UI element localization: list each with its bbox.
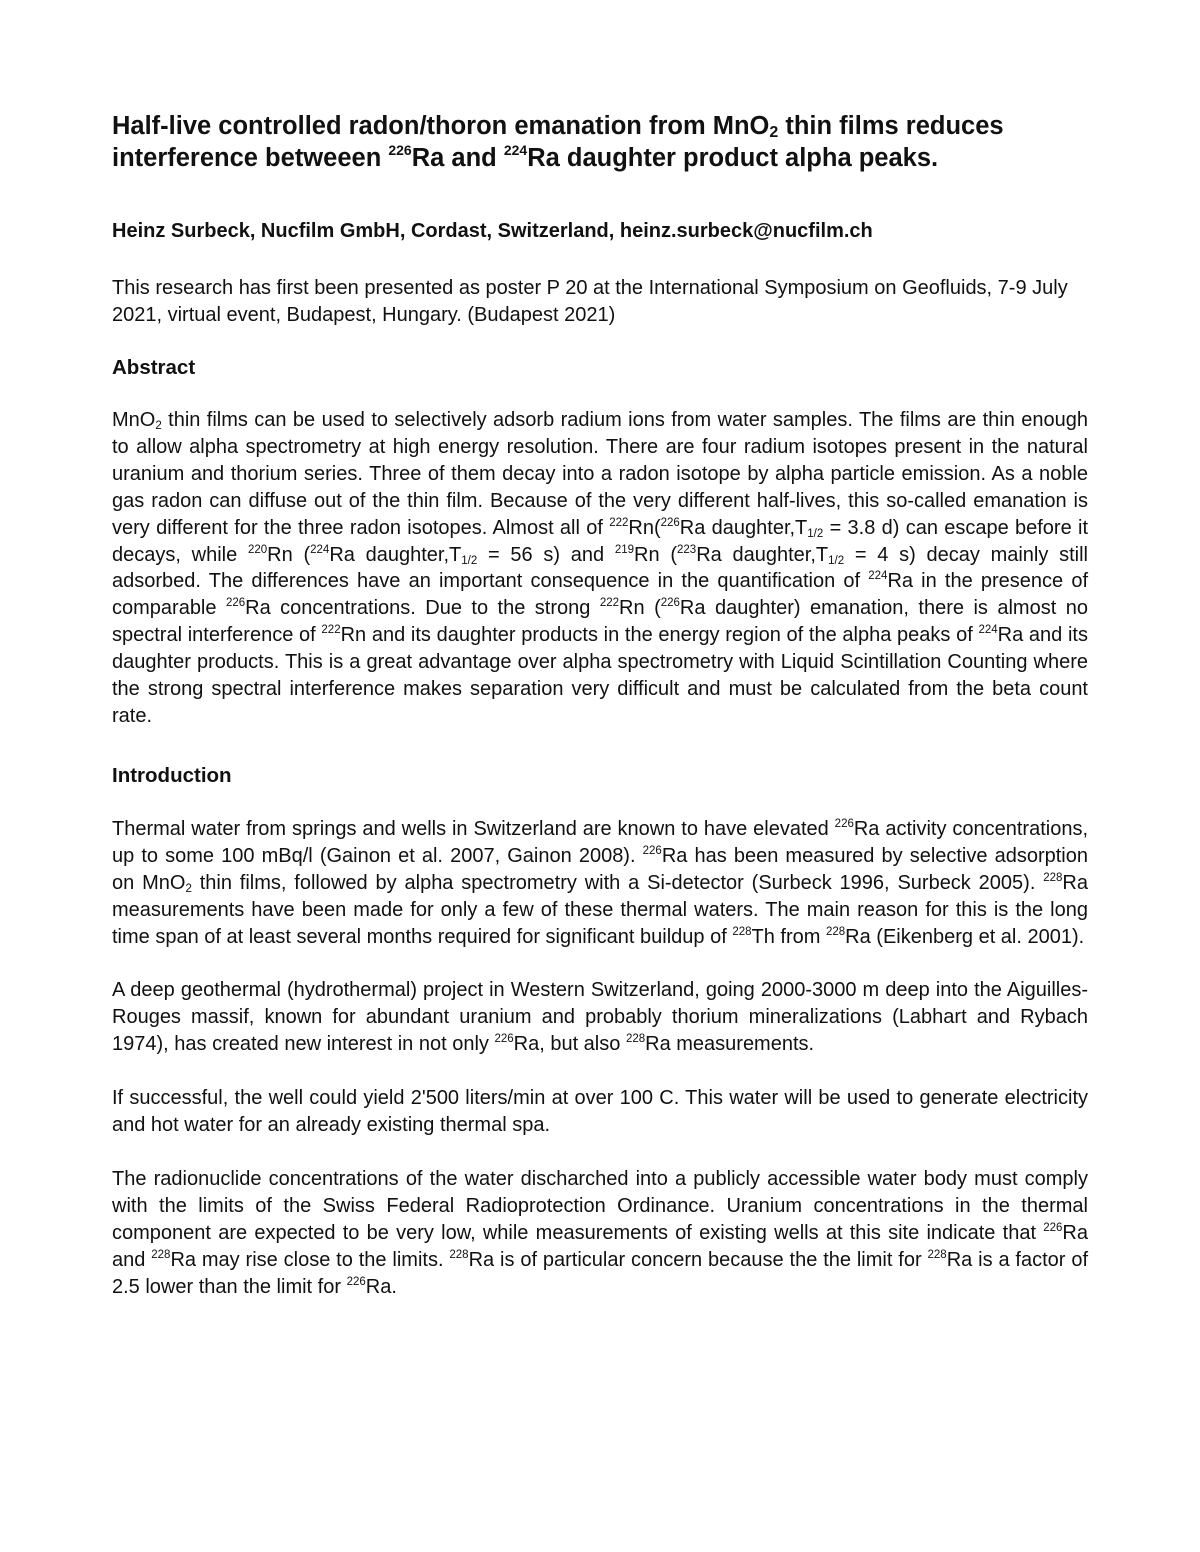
text-run: Ra is of particular concern because the the limit for bbox=[468, 1248, 928, 1271]
title-text: thin films reduces interference betweeen bbox=[112, 112, 1004, 172]
introduction-paragraph-1 bbox=[112, 816, 1088, 951]
superscript: 222 bbox=[609, 516, 629, 529]
text-run: Ra, but also bbox=[513, 1033, 626, 1056]
superscript: 228 bbox=[732, 925, 752, 938]
text-run: Ra has been measured by selective adsorption on MnO bbox=[112, 844, 1089, 894]
author-line: Heinz Surbeck, Nucfilm GmbH, Cordast, Switzerland, heinz.surbeck@nucfilm.ch bbox=[112, 220, 873, 242]
text-run: Ra measurements. bbox=[645, 1033, 815, 1056]
text-run: Ra and its daughter products. This is a great advantage over alpha spectrometry with Liquid Scintillation Counting where the strong spectral interference makes separation very difficult and must be calculated from the beta count rate. bbox=[112, 624, 1088, 727]
title-text: Ra daughter product alpha peaks. bbox=[527, 144, 939, 172]
subscript: 1/2 bbox=[461, 554, 478, 567]
superscript: 224 bbox=[868, 570, 888, 583]
superscript: 224 bbox=[978, 624, 998, 637]
introduction-paragraph-3: If successful, the well could yield 2'500 liters/min at over 100 C. This water will be used to generate electricity and hot water for an already existing thermal spa. bbox=[112, 1087, 1088, 1137]
title-text: Ra and bbox=[411, 144, 504, 172]
text-run: Thermal water from springs and wells in Switzerland are known to have elevated bbox=[112, 817, 835, 840]
superscript: 226 bbox=[642, 844, 662, 857]
subscript: 1/2 bbox=[807, 527, 824, 540]
superscript: 220 bbox=[247, 543, 268, 556]
text-run: thin films can be used to selectively adsorb radium ions from water samples. The films are thin enough to allow alpha spectrometry at high energy resolution. There are four radium isotopes present in the natural uranium and thorium series. Three of them decay into a radon isotope by alpha particle emission. As a noble gas radon can diffuse out of the thin film. Because of the very different half-lives, this so-called emanation is very different for the three radon isotopes. Almost all of bbox=[112, 409, 1088, 539]
paper-page bbox=[112, 110, 1088, 1300]
text-run: Ra daughter,T bbox=[696, 543, 829, 566]
paper-title bbox=[112, 110, 1088, 174]
text-run: Ra measurements have been made for only a few of these thermal waters. The main reason for this is the long time span of at least several months required for significant buildup of bbox=[112, 871, 1088, 948]
text-run: = 4 s) decay mainly still adsorbed. The differences have an important consequence in the quantification of bbox=[112, 543, 1088, 593]
introduction-heading: Introduction bbox=[112, 763, 232, 787]
text-run: Ra (Eikenberg et al. 2001). bbox=[845, 925, 1085, 948]
text-run: The radionuclide concentrations of the water discharched into a publicly accessible water body must comply with the limits of the Swiss Federal Radioprotection Ordinance. Uranium concentrations in the thermal component are expected to be very low, while measurements of existing wells at this site indicate that bbox=[112, 1167, 1088, 1244]
superscript: 226 bbox=[494, 1033, 514, 1046]
superscript: 222 bbox=[321, 624, 341, 637]
text-run: Ra daughter,T bbox=[679, 516, 808, 539]
subscript: 2 bbox=[155, 420, 162, 432]
title-superscript: 224 bbox=[503, 142, 528, 158]
superscript: 224 bbox=[310, 543, 330, 556]
text-run: Rn ( bbox=[267, 543, 311, 566]
superscript: 228 bbox=[151, 1248, 171, 1261]
abstract-paragraph bbox=[112, 407, 1088, 730]
text-run: Ra activity concentrations, up to some 100 mBq/l (Gainon et al. 2007, Gainon 2008). bbox=[112, 817, 1088, 867]
superscript: 226 bbox=[225, 597, 246, 610]
text-run: Ra and bbox=[112, 1221, 1088, 1271]
superscript: 223 bbox=[677, 543, 697, 556]
superscript: 219 bbox=[614, 543, 635, 556]
text-run: = 56 s) and bbox=[477, 543, 615, 566]
superscript: 228 bbox=[927, 1248, 947, 1261]
superscript: 222 bbox=[599, 597, 620, 610]
text-run: MnO bbox=[112, 409, 156, 431]
text-run: Th from bbox=[751, 925, 826, 948]
text-run: Ra daughter,T bbox=[329, 543, 462, 566]
text-run: thin films, followed by alpha spectrometry with a Si-detector (Surbeck 1996, Surbeck 2005). bbox=[191, 871, 1044, 894]
superscript: 226 bbox=[1043, 1221, 1063, 1234]
text-run: Rn ( bbox=[619, 597, 661, 620]
text-run: Ra concentrations. Due to the strong bbox=[245, 597, 600, 620]
superscript: 228 bbox=[449, 1248, 469, 1261]
presentation-note: This research has first been presented as poster P 20 at the International Symposium on Geofluids, 7-9 July 2021, virtual event, Budapest, Hungary. (Budapest 2021) bbox=[112, 277, 1068, 326]
superscript: 226 bbox=[834, 817, 854, 830]
title-superscript: 226 bbox=[388, 142, 412, 158]
abstract-heading: Abstract bbox=[112, 356, 196, 379]
text-run: Ra is a factor of 2.5 lower than the limit for bbox=[112, 1248, 1089, 1298]
superscript: 228 bbox=[625, 1033, 646, 1046]
superscript: 226 bbox=[660, 597, 680, 610]
text-run: = 3.8 d) can escape before it decays, while bbox=[112, 516, 1088, 566]
subscript: 2 bbox=[185, 882, 192, 895]
title-text: Half-live controlled radon/thoron emanation from MnO bbox=[112, 112, 770, 140]
text-run: Ra may rise close to the limits. bbox=[170, 1248, 450, 1271]
title-subscript: 2 bbox=[769, 124, 779, 141]
superscript: 226 bbox=[660, 516, 680, 529]
text-run: Rn and its daughter products in the energy region of the alpha peaks of bbox=[340, 624, 979, 647]
superscript: 228 bbox=[825, 925, 846, 938]
subscript: 1/2 bbox=[828, 554, 845, 567]
text-run: A deep geothermal (hydrothermal) project in Western Switzerland, going 2000-3000 m deep into the Aiguilles-Rouges massif, known for abundant uranium and probably thorium mineralizations (Labhart and Rybach 1974), has created new interest in not only bbox=[112, 979, 1088, 1056]
introduction-paragraph-4 bbox=[112, 1166, 1088, 1301]
superscript: 226 bbox=[346, 1275, 366, 1288]
text-run: Ra in the presence of comparable bbox=[112, 570, 1088, 620]
text-run: Ra daughter) emanation, there is almost no spectral interference of bbox=[112, 597, 1088, 647]
text-run: Rn( bbox=[628, 516, 661, 539]
text-run: Rn ( bbox=[634, 543, 677, 566]
superscript: 228 bbox=[1043, 871, 1063, 884]
text-run: Ra. bbox=[365, 1275, 397, 1298]
introduction-paragraph-2 bbox=[112, 977, 1088, 1058]
